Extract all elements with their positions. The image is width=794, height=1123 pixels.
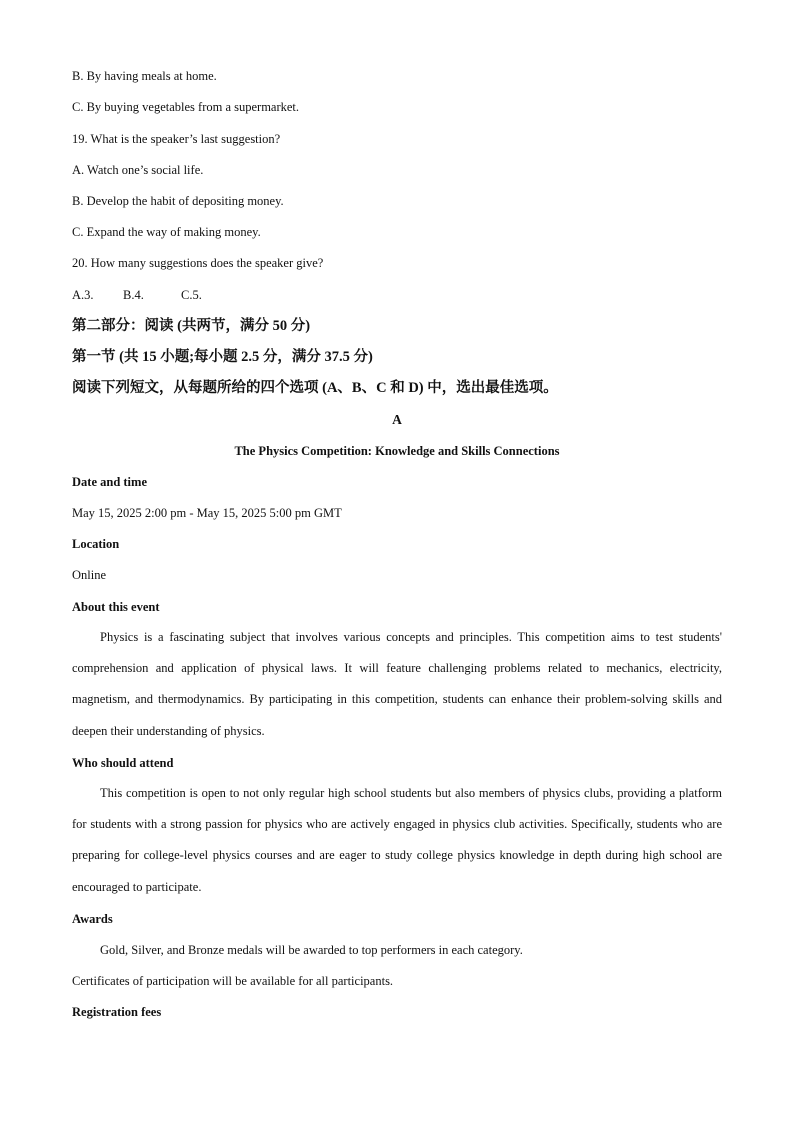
about-paragraph: Physics is a fascinating subject that involves various concepts and principles. This competition aims to test students' comprehension and application of physical laws. It will feature challenging problems related to mechanics, electricity, magnetism, and thermodynamics. By participating in this competition, students can enhance their problem-solving skills and deepen their understanding of physics. [72, 630, 722, 738]
date-heading: Date and time [72, 475, 147, 489]
reading-instruction: 阅读下列短文，从每题所给的四个选项 (A、B、C 和 D) 中，选出最佳选项。 [72, 380, 558, 396]
q20-option-b: B.4. [123, 288, 144, 302]
q19-option-b: B. Develop the habit of depositing money. [72, 194, 284, 208]
passage-letter: A [392, 412, 402, 427]
q18-option-b: B. By having meals at home. [72, 69, 217, 83]
q19-option-c: C. Expand the way of making money. [72, 225, 261, 239]
location-heading: Location [72, 537, 120, 551]
q19-question: 19. What is the speaker’s last suggestion? [72, 132, 281, 146]
passage-title: The Physics Competition: Knowledge and Skills Connections [234, 444, 560, 458]
about-heading: About this event [72, 600, 160, 614]
location-value: Online [72, 568, 107, 582]
awards-heading: Awards [72, 912, 113, 926]
date-value: May 15, 2025 2:00 pm - May 15, 2025 5:00 pm GMT [72, 506, 342, 520]
attend-paragraph: This competition is open to not only regular high school students but also members of physics clubs, providing a platform for students with a strong passion for physics who are actively engaged in physics club activities. Specifically, students who are preparing for college-level physics courses and are eager to study college physics knowledge in depth during high school are encouraged to participate. [72, 786, 722, 894]
section1-heading: 第一节 (共 15 小题;每小题 2.5 分，满分 37.5 分) [72, 349, 373, 365]
attend-heading: Who should attend [72, 756, 174, 770]
fees-heading: Registration fees [72, 1005, 162, 1019]
awards-medals-text: Gold, Silver, and Bronze medals will be awarded to top performers in each category. [100, 943, 523, 957]
q18-option-c: C. By buying vegetables from a supermarket. [72, 100, 300, 114]
part2-heading: 第二部分：阅读 (共两节，满分 50 分) [72, 318, 311, 334]
q20-option-a: A.3. [72, 288, 94, 302]
certificates-text: Certificates of participation will be available for all participants. [72, 974, 394, 988]
q19-option-a: A. Watch one’s social life. [72, 163, 204, 177]
q20-option-c: C.5. [181, 288, 202, 302]
q20-options [72, 287, 202, 303]
q20-question: 20. How many suggestions does the speaker give? [72, 256, 324, 270]
